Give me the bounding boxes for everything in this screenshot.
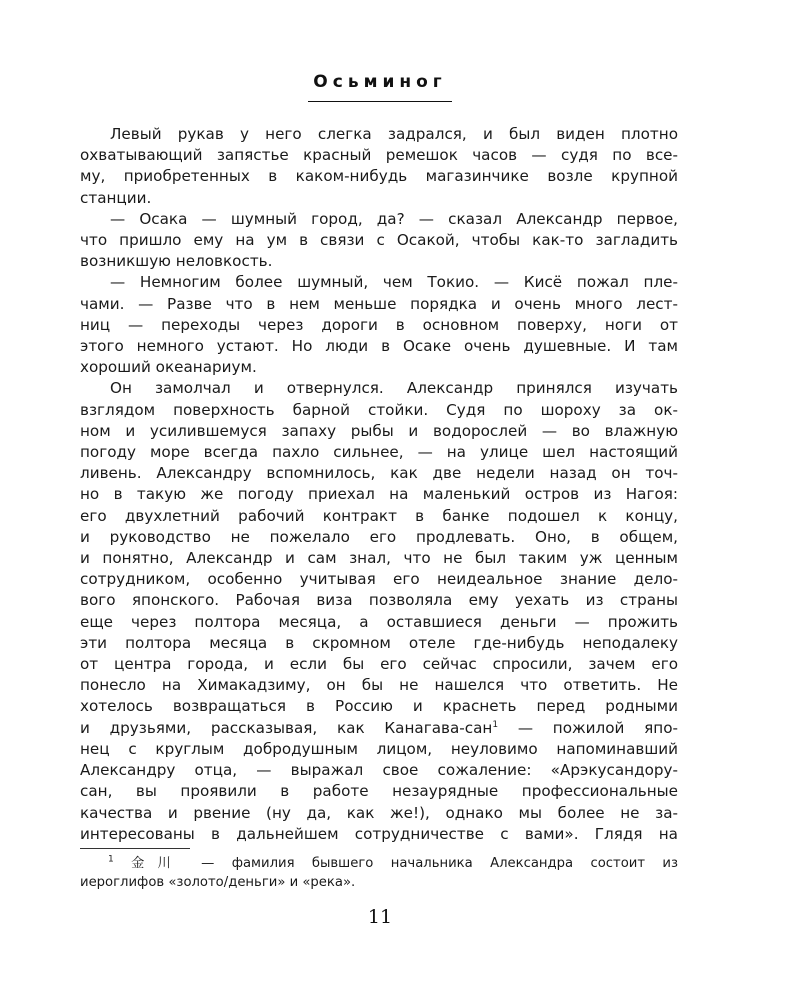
text-line: еще через полтора месяца, а оставшиеся деньги — прожить xyxy=(80,612,678,631)
text-line: качества и рвение (ну да, как же!), однако мы более не за- xyxy=(80,803,678,822)
footnote-kanji: 金川 xyxy=(131,856,184,871)
text-line: му, приобретенных в каком-нибудь магазинчике возле крупной xyxy=(80,167,678,186)
text-line xyxy=(80,718,678,739)
text-line: охватывающий запястье красный ремешок часов — судя по все- xyxy=(80,146,678,165)
body-text xyxy=(80,124,678,845)
footnote xyxy=(80,854,678,892)
text-line: и понятно, Александр и сам знал, что не был таким уж ценным xyxy=(80,549,678,568)
text-line: Александру отца, — выражал свое сожаление: «Арэкусандору- xyxy=(80,761,678,780)
text-segment: — пожилой япо- xyxy=(498,718,679,737)
text-line: ливень. Александру вспомнилось, как две недели назад он точ- xyxy=(80,464,678,483)
page-title: Осьминог xyxy=(313,72,447,92)
text-line: понесло на Химакадзиму, он бы не нашелся что ответить. Не xyxy=(80,676,678,695)
text-line: нец с круглым добродушным лицом, неуловимо напоминавший xyxy=(80,739,678,758)
footnote-line xyxy=(80,854,678,873)
text-line: станции. xyxy=(80,188,152,207)
text-line: ниц — переходы через дороги в основном поверху, ноги от xyxy=(80,315,678,334)
footnote-text: — фамилия бывшего начальника Александра состоит из xyxy=(183,856,678,871)
text-line: ном и усилившемуся запаху рыбы и водорослей — во влажную xyxy=(80,421,678,440)
text-line: взглядом поверхность барной стойки. Судя по шороху за ок- xyxy=(80,400,678,419)
text-segment: и друзьями, рассказывая, как Канагава-сан xyxy=(80,718,493,737)
text-line: хотелось возвращаться в Россию и краснеть перед родными xyxy=(80,697,678,716)
text-line: чами. — Разве что в нем меньше порядка и очень много лест- xyxy=(80,294,678,313)
footnote-separator xyxy=(80,848,190,849)
text-line: — Осака — шумный город, да? — сказал Александр первое, xyxy=(110,209,678,228)
text-line: возникшую неловкость. xyxy=(80,252,273,271)
text-line: эти полтора месяца в скромном отеле где-нибудь неподалеку xyxy=(80,633,678,652)
text-line: погоду море всегда пахло сильнее, — на улице шел настоящий xyxy=(80,443,678,462)
title-underline xyxy=(308,101,452,102)
text-line: и руководство не пожелало его продлевать. Оно, в общем, xyxy=(80,527,678,546)
text-line: хороший океанариум. xyxy=(80,358,257,377)
footnote-reference[interactable]: 1 xyxy=(492,719,499,730)
page-number: 11 xyxy=(367,906,393,928)
text-line: но в такую же погоду приехал на маленький остров из Нагоя: xyxy=(80,485,678,504)
text-line: от центра города, и если бы его сейчас спросили, зачем его xyxy=(80,655,678,674)
text-line: Левый рукав у него слегка задрался, и был виден плотно xyxy=(110,125,678,143)
text-line: вого японского. Рабочая виза позволяла ему уехать из страны xyxy=(80,591,678,610)
text-line: сотрудником, особенно учитывая его неидеальное знание дело- xyxy=(80,570,678,589)
text-line: его двухлетний рабочий контракт в банке подошел к концу, xyxy=(80,506,678,525)
text-line: что пришло ему на ум в связи с Осакой, чтобы как-то загладить xyxy=(80,231,678,250)
footnote-marker: 1 xyxy=(108,854,114,865)
text-line: сан, вы проявили в работе незаурядные профессиональные xyxy=(80,782,678,801)
footnote-line: иероглифов «золото/деньги» и «река». xyxy=(80,875,356,890)
text-line: интересованы в дальнейшем сотрудничестве с вами». Глядя на xyxy=(80,824,678,843)
text-line: этого немного устают. Но люди в Осаке очень душевные. И там xyxy=(80,337,678,356)
text-line: — Немногим более шумный, чем Токио. — Кисё пожал пле- xyxy=(110,273,678,292)
text-line: Он замолчал и отвернулся. Александр принялся изучать xyxy=(110,379,678,398)
